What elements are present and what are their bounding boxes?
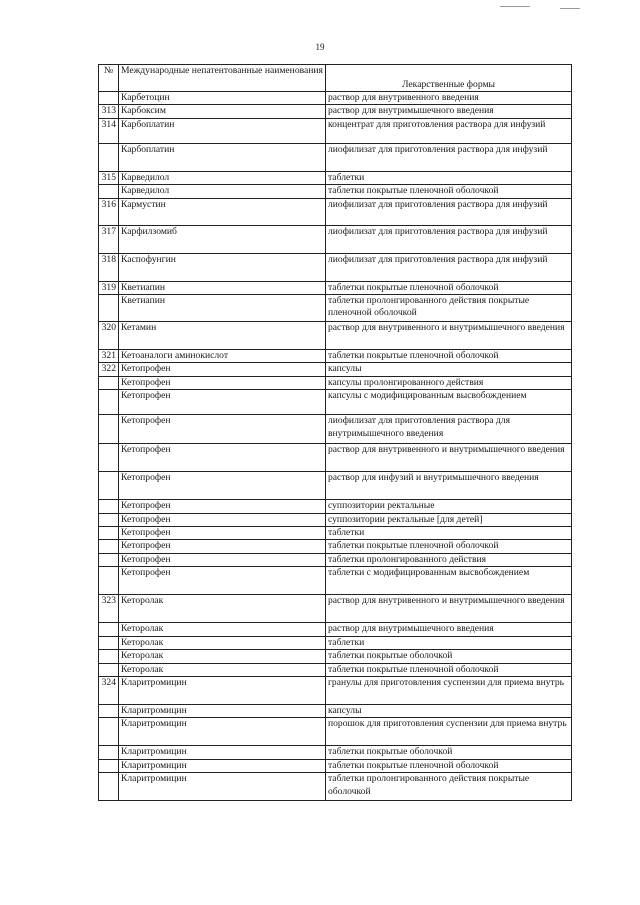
table-row	[99, 773, 572, 801]
row-dosage-form: капсулы пролонгированного действия	[326, 376, 572, 389]
row-inn-name: Кларитромицин	[119, 746, 326, 759]
row-dosage-form: суппозитории ректальные [для детей]	[326, 513, 572, 526]
row-dosage-form: таблетки	[326, 636, 572, 649]
table-row	[99, 295, 572, 322]
row-inn-name: Кетамин	[119, 322, 326, 350]
header-dosage-forms: Лекарственные формы	[326, 65, 572, 92]
table-row	[99, 92, 572, 105]
row-inn-name: Кларитромицин	[119, 676, 326, 704]
table-row	[99, 253, 572, 281]
row-number	[99, 704, 119, 717]
row-dosage-form: капсулы	[326, 704, 572, 717]
table-row	[99, 143, 572, 171]
row-inn-name: Кетопрофен	[119, 390, 326, 415]
row-dosage-form: раствор для внутривенного и внутримышечного введения	[326, 595, 572, 623]
row-dosage-form: раствор для инфузий и внутримышечного введения	[326, 472, 572, 500]
table-row	[99, 118, 572, 143]
header-number: №	[99, 65, 119, 92]
row-inn-name: Кетопрофен	[119, 540, 326, 553]
row-dosage-form: таблетки покрытые пленочной оболочкой	[326, 281, 572, 294]
row-inn-name: Карбоплатин	[119, 143, 326, 171]
row-inn-name: Кларитромицин	[119, 773, 326, 801]
row-number	[99, 143, 119, 171]
row-number	[99, 185, 119, 198]
row-inn-name: Кетопрофен	[119, 553, 326, 566]
table-row	[99, 663, 572, 676]
row-number: 315	[99, 171, 119, 184]
table-row	[99, 322, 572, 350]
row-dosage-form: таблетки пролонгированного действия покрытые пленочной оболочкой	[326, 295, 572, 322]
row-inn-name: Кветиапин	[119, 281, 326, 294]
row-dosage-form: таблетки пролонгированного действия	[326, 553, 572, 566]
row-inn-name: Кларитромицин	[119, 718, 326, 746]
row-inn-name: Кеторолак	[119, 595, 326, 623]
table-row	[99, 376, 572, 389]
table-row	[99, 595, 572, 623]
row-number	[99, 527, 119, 540]
row-number	[99, 553, 119, 566]
row-dosage-form: раствор для внутривенного введения	[326, 92, 572, 105]
row-dosage-form: лиофилизат для приготовления раствора для инфузий	[326, 198, 572, 225]
row-number	[99, 663, 119, 676]
table-row	[99, 415, 572, 444]
row-dosage-form: таблетки покрытые пленочной оболочкой	[326, 663, 572, 676]
row-dosage-form: лиофилизат для приготовления раствора для внутримышечного введения	[326, 415, 572, 444]
table-row	[99, 350, 572, 363]
row-dosage-form: таблетки	[326, 171, 572, 184]
row-dosage-form: раствор для внутримышечного введения	[326, 623, 572, 636]
table-row	[99, 444, 572, 472]
row-inn-name: Кетопрофен	[119, 472, 326, 500]
row-dosage-form: раствор для внутривенного и внутримышечного введения	[326, 322, 572, 350]
row-inn-name: Кетопрофен	[119, 415, 326, 444]
row-inn-name: Кетоаналоги аминокислот	[119, 350, 326, 363]
row-inn-name: Кетопрофен	[119, 444, 326, 472]
table-row	[99, 198, 572, 225]
table-row	[99, 105, 572, 118]
row-number	[99, 567, 119, 595]
table-header-row	[99, 65, 572, 92]
table-body	[99, 92, 572, 801]
table-row	[99, 527, 572, 540]
row-inn-name: Кетопрофен	[119, 500, 326, 513]
row-inn-name: Кетопрофен	[119, 513, 326, 526]
row-inn-name: Кларитромицин	[119, 704, 326, 717]
table-row	[99, 636, 572, 649]
row-inn-name: Кеторолак	[119, 623, 326, 636]
row-number: 322	[99, 363, 119, 376]
row-number	[99, 759, 119, 772]
row-number	[99, 376, 119, 389]
row-inn-name: Карбоксим	[119, 105, 326, 118]
row-dosage-form: таблетки покрытые пленочной оболочкой	[326, 540, 572, 553]
row-number: 324	[99, 676, 119, 704]
row-inn-name: Карведилол	[119, 185, 326, 198]
table-row	[99, 185, 572, 198]
row-dosage-form: таблетки пролонгированного действия покрытые оболочкой	[326, 773, 572, 801]
table-row	[99, 390, 572, 415]
row-number: 317	[99, 225, 119, 253]
table-row	[99, 650, 572, 663]
row-number	[99, 773, 119, 801]
row-number	[99, 636, 119, 649]
scan-edge-mark	[560, 8, 580, 9]
row-number	[99, 472, 119, 500]
row-number: 316	[99, 198, 119, 225]
row-number	[99, 92, 119, 105]
row-dosage-form: гранулы для приготовления суспензии для приема внутрь	[326, 676, 572, 704]
table-row	[99, 553, 572, 566]
row-dosage-form: капсулы с модифицированным высвобождением	[326, 390, 572, 415]
row-inn-name: Кеторолак	[119, 650, 326, 663]
table-row	[99, 567, 572, 595]
row-number	[99, 513, 119, 526]
row-number	[99, 718, 119, 746]
row-number	[99, 390, 119, 415]
row-inn-name: Кетопрофен	[119, 567, 326, 595]
table-row	[99, 472, 572, 500]
row-dosage-form: таблетки покрытые оболочкой	[326, 650, 572, 663]
row-number: 314	[99, 118, 119, 143]
row-number: 313	[99, 105, 119, 118]
table-row	[99, 225, 572, 253]
row-dosage-form: таблетки покрытые пленочной оболочкой	[326, 185, 572, 198]
row-dosage-form: капсулы	[326, 363, 572, 376]
table-row	[99, 623, 572, 636]
row-inn-name: Кетопрофен	[119, 363, 326, 376]
row-number: 323	[99, 595, 119, 623]
table-row	[99, 513, 572, 526]
page-number: 19	[315, 42, 325, 52]
row-number	[99, 650, 119, 663]
row-dosage-form: раствор для внутривенного и внутримышечного введения	[326, 444, 572, 472]
table-row	[99, 500, 572, 513]
scan-edge-mark	[500, 6, 530, 7]
row-number: 318	[99, 253, 119, 281]
table-row	[99, 746, 572, 759]
row-number	[99, 444, 119, 472]
row-inn-name: Карведилол	[119, 171, 326, 184]
row-dosage-form: лиофилизат для приготовления раствора для инфузий	[326, 143, 572, 171]
row-dosage-form: таблетки покрытые пленочной оболочкой	[326, 350, 572, 363]
drug-forms-table	[98, 64, 572, 801]
row-inn-name: Карфилзомиб	[119, 225, 326, 253]
table-row	[99, 759, 572, 772]
row-dosage-form: таблетки с модифицированным высвобождением	[326, 567, 572, 595]
header-inn: Международные непатентованные наименования	[119, 65, 326, 92]
table-row	[99, 718, 572, 746]
row-number	[99, 500, 119, 513]
row-inn-name: Каспофунгин	[119, 253, 326, 281]
table-row	[99, 171, 572, 184]
row-dosage-form: порошок для приготовления суспензии для приема внутрь	[326, 718, 572, 746]
row-dosage-form: таблетки	[326, 527, 572, 540]
row-inn-name: Кларитромицин	[119, 759, 326, 772]
row-dosage-form: таблетки покрытые оболочкой	[326, 746, 572, 759]
row-dosage-form: раствор для внутримышечного введения	[326, 105, 572, 118]
row-inn-name: Кетопрофен	[119, 527, 326, 540]
table-row	[99, 540, 572, 553]
row-number	[99, 746, 119, 759]
row-number	[99, 540, 119, 553]
table-row	[99, 363, 572, 376]
row-inn-name: Кармустин	[119, 198, 326, 225]
table-row	[99, 676, 572, 704]
row-dosage-form: таблетки покрытые пленочной оболочкой	[326, 759, 572, 772]
row-number	[99, 415, 119, 444]
row-number: 319	[99, 281, 119, 294]
row-inn-name: Кеторолак	[119, 636, 326, 649]
row-number: 321	[99, 350, 119, 363]
row-inn-name: Кеторолак	[119, 663, 326, 676]
row-number	[99, 295, 119, 322]
row-dosage-form: концентрат для приготовления раствора для инфузий	[326, 118, 572, 143]
row-number	[99, 623, 119, 636]
table-row	[99, 704, 572, 717]
table-row	[99, 281, 572, 294]
row-inn-name: Карбетоцин	[119, 92, 326, 105]
row-number: 320	[99, 322, 119, 350]
row-inn-name: Кветиапин	[119, 295, 326, 322]
row-inn-name: Кетопрофен	[119, 376, 326, 389]
row-dosage-form: суппозитории ректальные	[326, 500, 572, 513]
row-inn-name: Карбоплатин	[119, 118, 326, 143]
row-dosage-form: лиофилизат для приготовления раствора для инфузий	[326, 225, 572, 253]
row-dosage-form: лиофилизат для приготовления раствора для инфузий	[326, 253, 572, 281]
